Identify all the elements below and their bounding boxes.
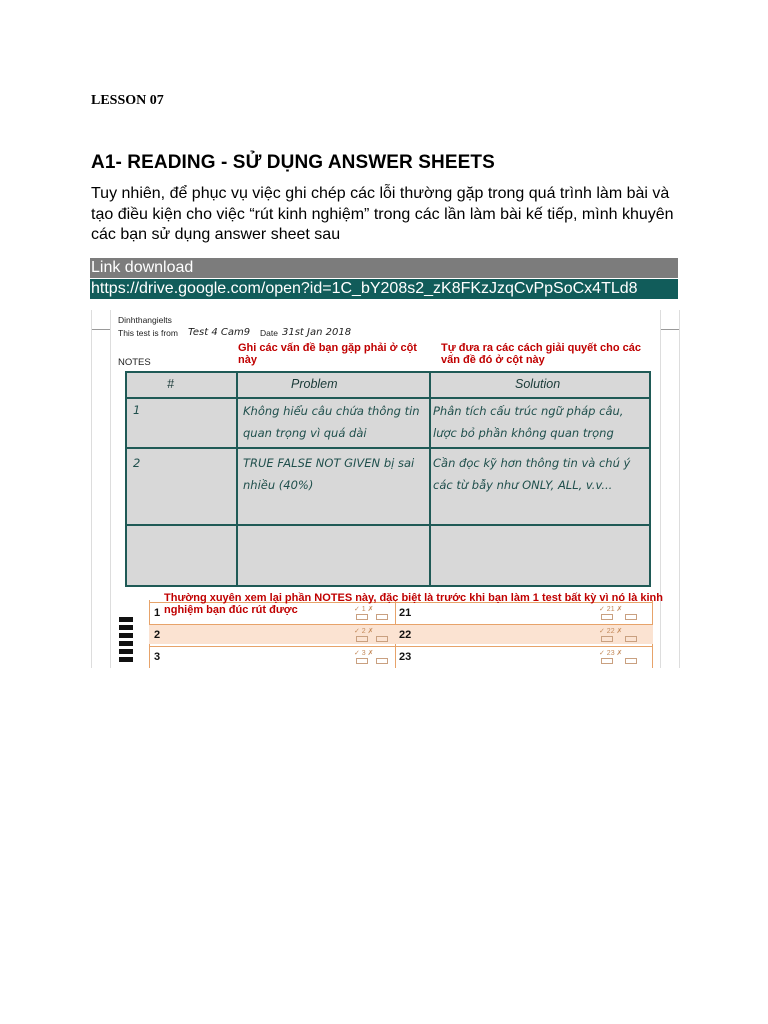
- mark-box[interactable]: [376, 658, 388, 664]
- mark-box[interactable]: [356, 658, 368, 664]
- answer-row: [149, 624, 653, 644]
- notes-table: [125, 371, 651, 587]
- mark-box[interactable]: [601, 636, 613, 642]
- answer-number: 23: [399, 651, 412, 663]
- mark-indicator: ✓ 22 ✗: [599, 628, 623, 635]
- mark-indicator: ✓ 23 ✗: [599, 650, 623, 657]
- row-2-problem: TRUE FALSE NOT GIVEN bị sai nhiều (40%): [243, 456, 415, 492]
- row-1-problem: Không hiểu câu chứa thông tin quan trọng vì quá dài: [243, 404, 420, 440]
- header-solution: Solution: [515, 377, 561, 391]
- link-label: Link download: [90, 258, 678, 278]
- barcode-mark: [119, 657, 133, 662]
- test-source-value: Test 4 Cam9: [188, 327, 251, 338]
- barcode-mark: [119, 617, 133, 622]
- sheet-author: Dinhthangielts: [118, 315, 172, 325]
- mark-box[interactable]: [601, 658, 613, 664]
- table-divider: [429, 373, 431, 585]
- annotation-problem-column: Ghi các vấn đề bạn gặp phải ở cột này: [238, 342, 417, 366]
- barcode-mark: [119, 641, 133, 646]
- date-value: 31st Jan 2018: [282, 327, 352, 338]
- header-number: #: [167, 377, 174, 391]
- answer-number: 21: [399, 607, 412, 619]
- mark-box[interactable]: [376, 636, 388, 642]
- mark-indicator: ✓ 2 ✗: [354, 628, 374, 635]
- barcode-mark: [119, 625, 133, 630]
- header-problem: Problem: [291, 377, 338, 391]
- margin-rule-left: [92, 329, 110, 330]
- intro-paragraph: Tuy nhiên, để phục vụ việc ghi chép các lỗi thường gặp trong quá trình làm bài và tạo điều kiện cho việc “rút kinh nghiệm” trong các lần làm bài kế tiếp, mình khuyên các bạn sử dụng answer sheet sau: [91, 185, 674, 243]
- margin-line-left: [110, 310, 111, 668]
- section-heading: A1- READING - SỬ DỤNG ANSWER SHEETS: [91, 152, 495, 173]
- mark-indicator: ✓ 21 ✗: [599, 606, 623, 613]
- row-2-solution: Cần đọc kỹ hơn thông tin và chú ý các từ bẫy như ONLY, ALL, v.v...: [433, 456, 631, 492]
- table-rule: [127, 397, 649, 399]
- answer-row: [149, 646, 653, 666]
- margin-rule-right: [661, 329, 679, 330]
- table-rule: [127, 447, 649, 449]
- mark-box[interactable]: [625, 658, 637, 664]
- barcode-mark: [119, 633, 133, 638]
- notes-label: NOTES: [118, 357, 151, 368]
- row-1-solution: Phân tích cấu trúc ngữ pháp câu, lược bỏ phần không quan trọng: [433, 404, 624, 440]
- mark-indicator: ✓ 1 ✗: [354, 606, 374, 613]
- answer-number: 3: [154, 651, 161, 663]
- answer-number: 2: [154, 629, 161, 641]
- row-2-number: 2: [133, 456, 141, 470]
- table-rule: [127, 524, 649, 526]
- annotation-solution-column: Tự đưa ra các cách giải quyết cho các vấn đề đó ở cột này: [441, 342, 641, 366]
- answer-sheet-image: [91, 310, 680, 668]
- test-source-label: This test is from: [118, 328, 178, 338]
- table-divider: [236, 373, 238, 585]
- answer-number: 22: [399, 629, 412, 641]
- lesson-number: LESSON 07: [91, 93, 164, 108]
- barcode-mark: [119, 649, 133, 654]
- row-1-number: 1: [133, 403, 141, 417]
- date-label: Date: [260, 328, 278, 338]
- annotation-review-notes: Thường xuyên xem lại phần NOTES này, đặc biệt là trước khi bạn làm 1 test bất kỳ vì nó là kinh nghiệm bạn đúc rút được: [164, 592, 663, 616]
- mark-box[interactable]: [356, 636, 368, 642]
- answer-number: 1: [154, 607, 161, 619]
- download-link[interactable]: https://drive.google.com/open?id=1C_bY208s2_zK8FKzJzqCvPpSoCx4TLd8: [90, 279, 678, 299]
- mark-indicator: ✓ 3 ✗: [354, 650, 374, 657]
- mark-box[interactable]: [625, 636, 637, 642]
